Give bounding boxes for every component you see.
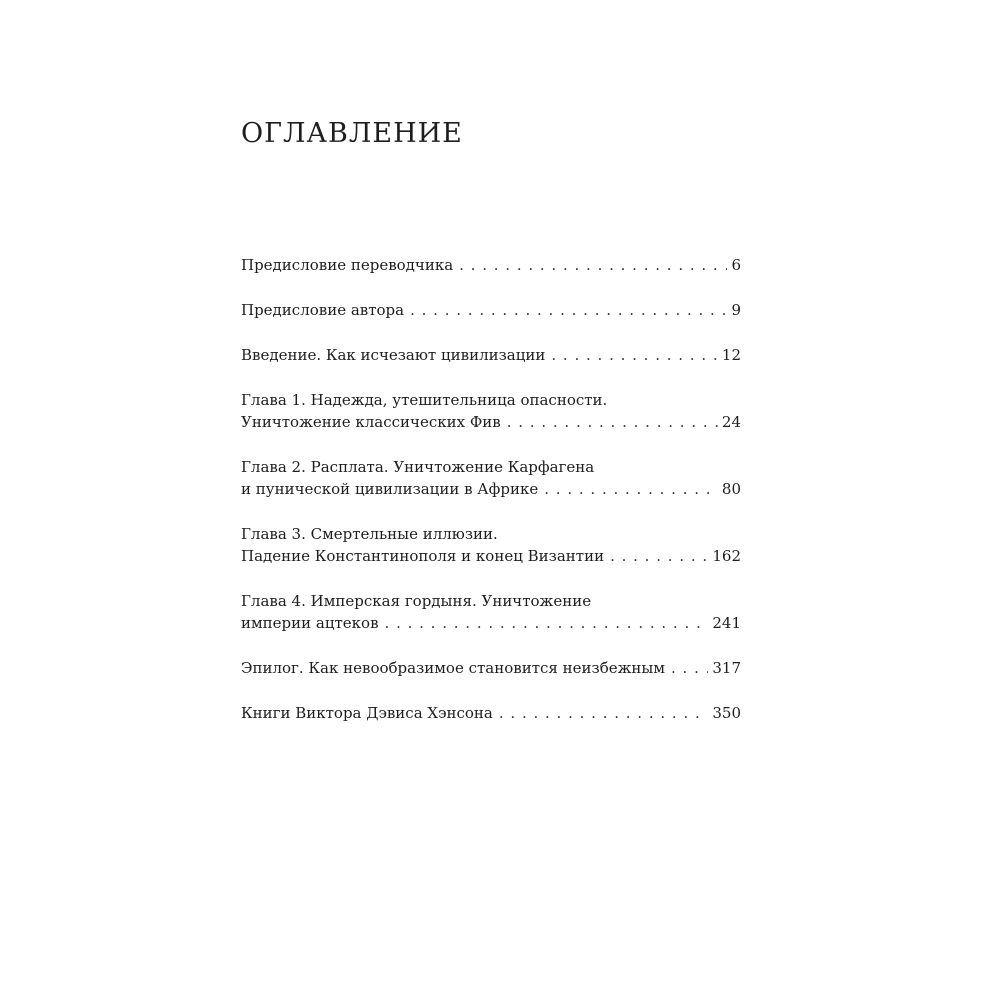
toc-entry-title: Предисловие переводчика <box>241 256 454 274</box>
toc-page-number: 9 <box>731 301 741 319</box>
table-of-contents <box>241 254 741 747</box>
toc-entry-line <box>241 545 741 567</box>
toc-entry-title-line: Глава 3. Смертельные иллюзии. <box>241 525 498 543</box>
toc-entry <box>241 590 741 634</box>
dot-leader <box>385 612 709 634</box>
toc-entry-title: Эпилог. Как невообразимое становится неизбежным <box>241 659 666 677</box>
toc-entry <box>241 657 741 679</box>
dot-leader <box>499 702 708 724</box>
toc-page-number: 317 <box>712 659 741 677</box>
toc-entry <box>241 299 741 321</box>
toc-entry <box>241 344 741 366</box>
toc-entry-title-line: Глава 1. Надежда, утешительница опасности. <box>241 391 608 409</box>
toc-entry-title: Книги Виктора Дэвиса Хэнсона <box>241 704 493 722</box>
toc-entry <box>241 254 741 276</box>
toc-entry <box>241 456 741 500</box>
page-title: ОГЛАВЛЕНИЕ <box>241 118 463 149</box>
toc-entry-title: империи ацтеков <box>241 614 379 632</box>
toc-page-number: 162 <box>712 547 741 565</box>
toc-entry <box>241 702 741 724</box>
dot-leader <box>551 344 718 366</box>
toc-entry-title: Уничтожение классических Фив <box>241 413 501 431</box>
dot-leader <box>507 411 718 433</box>
toc-page-number: 12 <box>721 346 741 364</box>
dot-leader <box>671 657 708 679</box>
toc-entry-line <box>241 702 741 724</box>
dot-leader <box>410 299 727 321</box>
toc-page-number: 80 <box>721 480 741 498</box>
toc-page-number: 350 <box>712 704 741 722</box>
toc-page-number: 24 <box>721 413 741 431</box>
toc-page-number: 241 <box>712 614 741 632</box>
dot-leader <box>459 254 727 276</box>
toc-entry <box>241 389 741 433</box>
toc-entry-title: Введение. Как исчезают цивилизации <box>241 346 546 364</box>
toc-page-number: 6 <box>731 256 741 274</box>
dot-leader <box>544 478 718 500</box>
toc-entry-title-line: Глава 4. Имперская гордыня. Уничтожение <box>241 592 592 610</box>
toc-entry-title: Предисловие автора <box>241 301 405 319</box>
toc-entry-line <box>241 411 741 433</box>
toc-entry-line <box>241 478 741 500</box>
toc-entry-line <box>241 612 741 634</box>
dot-leader <box>610 545 708 567</box>
toc-entry-title: и пунической цивилизации в Африке <box>241 480 539 498</box>
toc-entry-line <box>241 299 741 321</box>
toc-entry-title-line: Глава 2. Расплата. Уничтожение Карфагена <box>241 458 595 476</box>
toc-entry-line <box>241 254 741 276</box>
toc-entry-line <box>241 657 741 679</box>
toc-entry-title: Падение Константинополя и конец Византии <box>241 547 605 565</box>
toc-entry-line <box>241 344 741 366</box>
toc-entry <box>241 523 741 567</box>
